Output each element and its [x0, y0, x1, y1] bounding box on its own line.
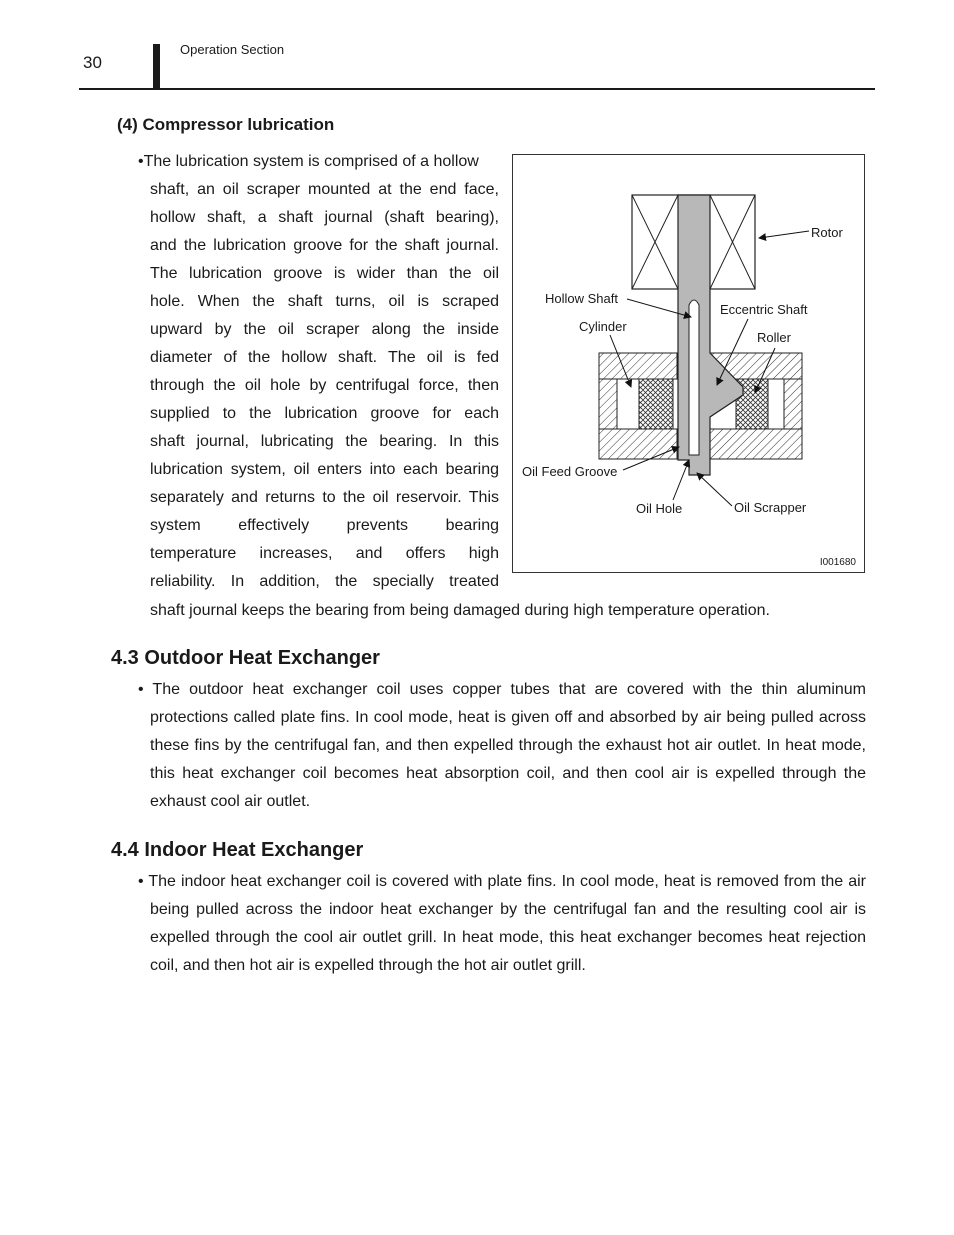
outdoor-text: • The outdoor heat exchanger coil uses copper tubes that are covered with the thin aluminum protections called plate fins. In cool mode, heat is given off and absorbed by air being pulled across these fins by the centrifugal fan, and then expelled through the exhaust hot air outlet. In heat mode, this heat exchanger coil becomes heat absorption coil, and then cool air is expelled through the exhaust cool air outlet.: [138, 681, 866, 810]
lubrication-line: shaft journal, lubricating the bearing. In this: [150, 433, 499, 450]
lubrication-line: lubrication system, oil enters into each bearing: [150, 461, 499, 478]
label-oil-feed-groove: Oil Feed Groove: [522, 464, 618, 479]
label-rotor: Rotor: [811, 225, 843, 240]
label-oil-hole: Oil Hole: [636, 501, 683, 516]
lubrication-line: hollow shaft, a shaft journal (shaft bearing),: [150, 209, 499, 226]
lubrication-line: separately and returns to the oil reservoir. This: [150, 489, 499, 506]
outdoor-paragraph: [138, 676, 866, 816]
figure-id: I001680: [819, 557, 856, 568]
lubrication-line: diameter of the hollow shaft. The oil is fed: [150, 349, 499, 366]
header-rule: [79, 88, 875, 90]
lubrication-continuation: shaft journal keeps the bearing from being damaged during high temperature operation.: [150, 602, 770, 619]
lubrication-line: shaft, an oil scraper mounted at the end face,: [150, 181, 499, 198]
lubrication-line: reliability. In addition, the specially treated: [150, 573, 499, 590]
lubrication-heading: (4) Compressor lubrication: [117, 115, 335, 134]
lubrication-line: supplied to the lubrication groove for each: [150, 405, 499, 422]
label-roller: Roller: [757, 330, 791, 345]
label-oil-scrapper: Oil Scrapper: [734, 500, 807, 515]
indoor-text: • The indoor heat exchanger coil is covered with plate fins. In cool mode, heat is removed from the air being pulled across the indoor heat exchanger by the centrifugal fan and the resulting cool air is expelled through the cool air outlet grill. In heat mode, this heat exchanger becomes heat rejection coil, and then hot air is expelled through the hot air outlet grill.: [138, 873, 866, 974]
lubrication-line: •The lubrication system is comprised of a hollow: [138, 153, 479, 170]
page-number: 30: [83, 53, 102, 72]
lubrication-line: through the oil hole by centrifugal force, then: [150, 377, 499, 394]
lubrication-paragraph: [138, 148, 499, 596]
lubrication-line: hole. When the shaft turns, oil is scraped: [150, 293, 499, 310]
lubrication-line: temperature increases, and offers high: [150, 545, 499, 562]
header-bar: [153, 44, 160, 88]
lubrication-line: The lubrication groove is wider than the oil: [150, 265, 499, 282]
indoor-paragraph: [138, 868, 866, 980]
indoor-heading: 4.4 Indoor Heat Exchanger: [111, 839, 364, 861]
lubrication-line: upward by the oil scraper along the inside: [150, 321, 499, 338]
outdoor-heading: 4.3 Outdoor Heat Exchanger: [111, 647, 380, 669]
label-eccentric-shaft: Eccentric Shaft: [720, 302, 808, 317]
running-head: Operation Section: [180, 42, 285, 57]
label-hollow-shaft: Hollow Shaft: [545, 291, 618, 306]
lubrication-line: system effectively prevents bearing: [150, 517, 499, 534]
compressor-drawing: [513, 155, 866, 574]
compressor-diagram: [512, 154, 865, 573]
lubrication-line: and the lubrication groove for the shaft journal.: [150, 237, 499, 254]
label-cylinder: Cylinder: [579, 319, 627, 334]
